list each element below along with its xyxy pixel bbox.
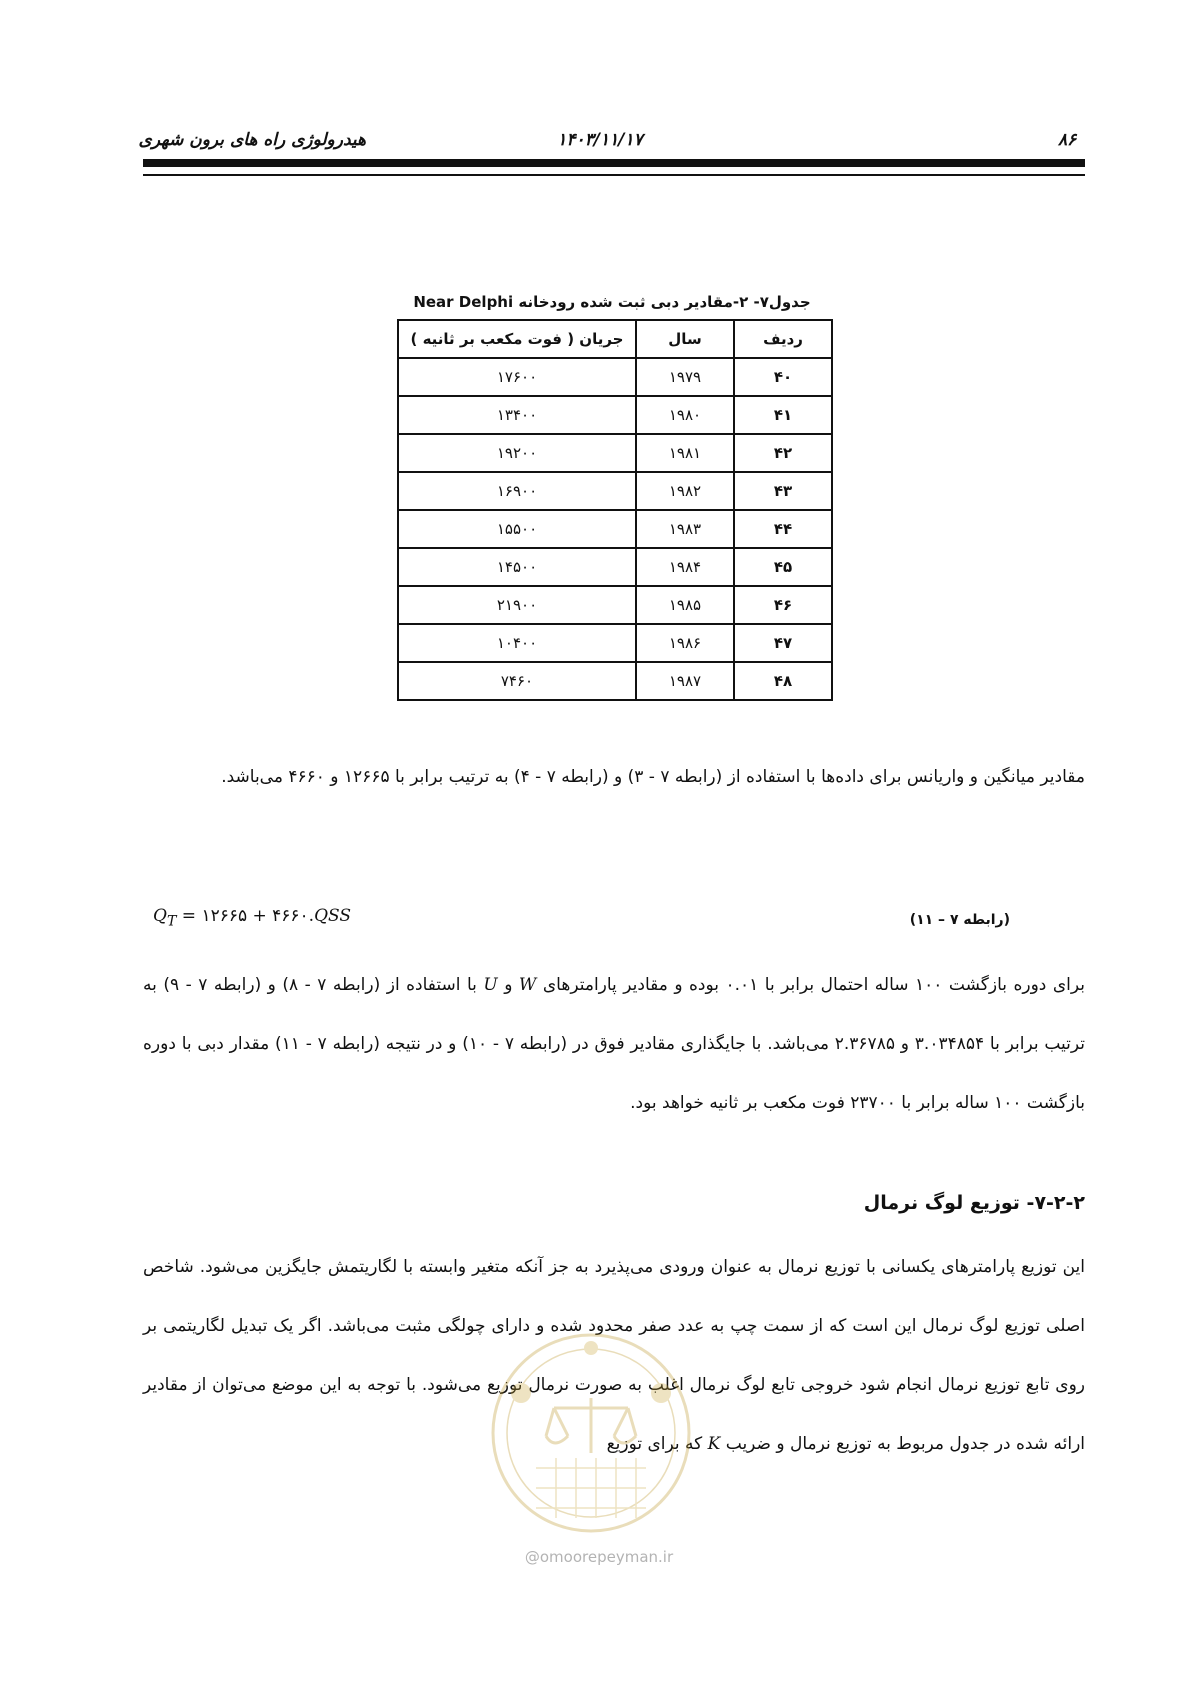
running-header-title: هیدرولوژی راه های برون شهری	[138, 130, 366, 150]
cell-year: ۱۹۷۹	[636, 358, 734, 396]
eq-rhs: = ۱۲۶۶۵ + ۴۶۶۰.	[176, 906, 315, 926]
cell-year: ۱۹۸۰	[636, 396, 734, 434]
cell-year: ۱۹۸۴	[636, 548, 734, 586]
table-row	[398, 662, 832, 700]
table-row	[398, 434, 832, 472]
header-year: سال	[636, 320, 734, 358]
paragraph-lognormal	[143, 1238, 1085, 1474]
cell-row-number: ۴۳	[734, 472, 832, 510]
para2-text-c: با استفاده از (رابطه ۷ - ۸) و (رابطه ۷ - ۹) به ترتیب برابر با ۳.۰۳۴۸۵۴ و ۲.۳۶۷۸۵ می‌باشد. با جایگذاری مقادیر فوق در (رابطه ۷ - ۱۰) و در نتیجه (رابطه ۷ - ۱۱) مقدار دبی با دوره بازگشت ۱۰۰ ساله برابر با ۲۳۷۰۰ فوت مکعب بر ثانیه خواهد بود.	[143, 975, 1086, 1113]
cell-year: ۱۹۸۱	[636, 434, 734, 472]
cell-flow: ۱۶۹۰۰	[398, 472, 636, 510]
header-rule-thin	[143, 174, 1085, 176]
cell-flow: ۱۰۴۰۰	[398, 624, 636, 662]
page-number: ۸۶	[1058, 130, 1077, 150]
para2-text-a: برای دوره بازگشت ۱۰۰ ساله احتمال برابر با ۰.۰۱ بوده و مقادیر پارامترهای	[536, 975, 1085, 995]
running-header-date: ۱۴۰۳/۱۱/۱۷	[557, 130, 643, 150]
eq-q-symbol: Q	[153, 906, 167, 926]
table-header-row	[398, 320, 832, 358]
para3-text-b: که برای توزیع	[606, 1434, 708, 1454]
cell-row-number: ۴۷	[734, 624, 832, 662]
cell-flow: ۷۴۶۰	[398, 662, 636, 700]
cell-flow: ۱۴۵۰۰	[398, 548, 636, 586]
var-w: W	[518, 975, 537, 995]
cell-year: ۱۹۸۶	[636, 624, 734, 662]
var-k: K	[707, 1434, 721, 1454]
cell-year: ۱۹۸۳	[636, 510, 734, 548]
table-row	[398, 510, 832, 548]
header-rule-thick	[143, 159, 1085, 167]
cell-year: ۱۹۸۷	[636, 662, 734, 700]
cell-row-number: ۴۴	[734, 510, 832, 548]
header-flow: جریان ( فوت مکعب بر ثانیه )	[398, 320, 636, 358]
cell-flow: ۱۳۴۰۰	[398, 396, 636, 434]
cell-year: ۱۹۸۲	[636, 472, 734, 510]
cell-row-number: ۴۸	[734, 662, 832, 700]
table-row	[398, 472, 832, 510]
table-row	[398, 586, 832, 624]
cell-row-number: ۴۲	[734, 434, 832, 472]
table-caption: جدول۷- ۲-مقادیر دبی ثبت شده رودخانه Near Delphi	[413, 293, 811, 311]
cell-row-number: ۴۰	[734, 358, 832, 396]
para2-text-b: و	[497, 975, 519, 995]
cell-flow: ۱۵۵۰۰	[398, 510, 636, 548]
cell-flow: ۱۹۲۰۰	[398, 434, 636, 472]
cell-row-number: ۴۵	[734, 548, 832, 586]
var-u: U	[483, 975, 498, 995]
header-row-number: ردیف	[734, 320, 832, 358]
watermark-text: @omoorepeyman.ir	[524, 1548, 674, 1566]
cell-row-number: ۴۱	[734, 396, 832, 434]
table-row	[398, 396, 832, 434]
cell-flow: ۱۷۶۰۰	[398, 358, 636, 396]
equation-11-label: (رابطه ۷ – ۱۱)	[909, 912, 1010, 928]
eq-q-subscript: T	[166, 913, 177, 930]
paragraph-return-period	[143, 956, 1085, 1133]
cell-row-number: ۴۶	[734, 586, 832, 624]
paragraph-mean-variance: مقادیر میانگین و واریانس برای داده‌ها با استفاده از (رابطه ۷ - ۳) و (رابطه ۷ - ۴) به ترتیب برابر با ۱۲۶۶۵ و ۴۶۶۰ می‌باشد.	[221, 767, 1085, 787]
para3-text-a: این توزیع پارامترهای یکسانی با توزیع نرمال به عنوان ورودی می‌پذیرد به جز آنکه متغیر وابسته با لگاریتمش جایگزین می‌شود. شاخص اصلی توزیع لوگ نرمال این است که از سمت چپ به عدد صفر محدود شده و دارای چولگی مثبت می‌باشد. اگر یک تبدیل لگاریتمی بر روی تابع توزیع نرمال انجام شود خروجی تابع لوگ نرمال اغلب به صورت نرمال توزیع می‌شود. با توجه به این موضع می‌توان از مقادیر ارائه شده در جدول مربوط به توزیع نرمال و ضریب	[143, 1257, 1085, 1454]
section-heading: ۷-۲-۲- توزیع لوگ نرمال	[863, 1192, 1085, 1214]
cell-flow: ۲۱۹۰۰	[398, 586, 636, 624]
table-row	[398, 548, 832, 586]
table-row	[398, 624, 832, 662]
discharge-table	[397, 319, 833, 701]
cell-year: ۱۹۸۵	[636, 586, 734, 624]
eq-qss: QSS	[314, 906, 352, 926]
table-row	[398, 358, 832, 396]
equation-11-formula	[153, 906, 351, 929]
